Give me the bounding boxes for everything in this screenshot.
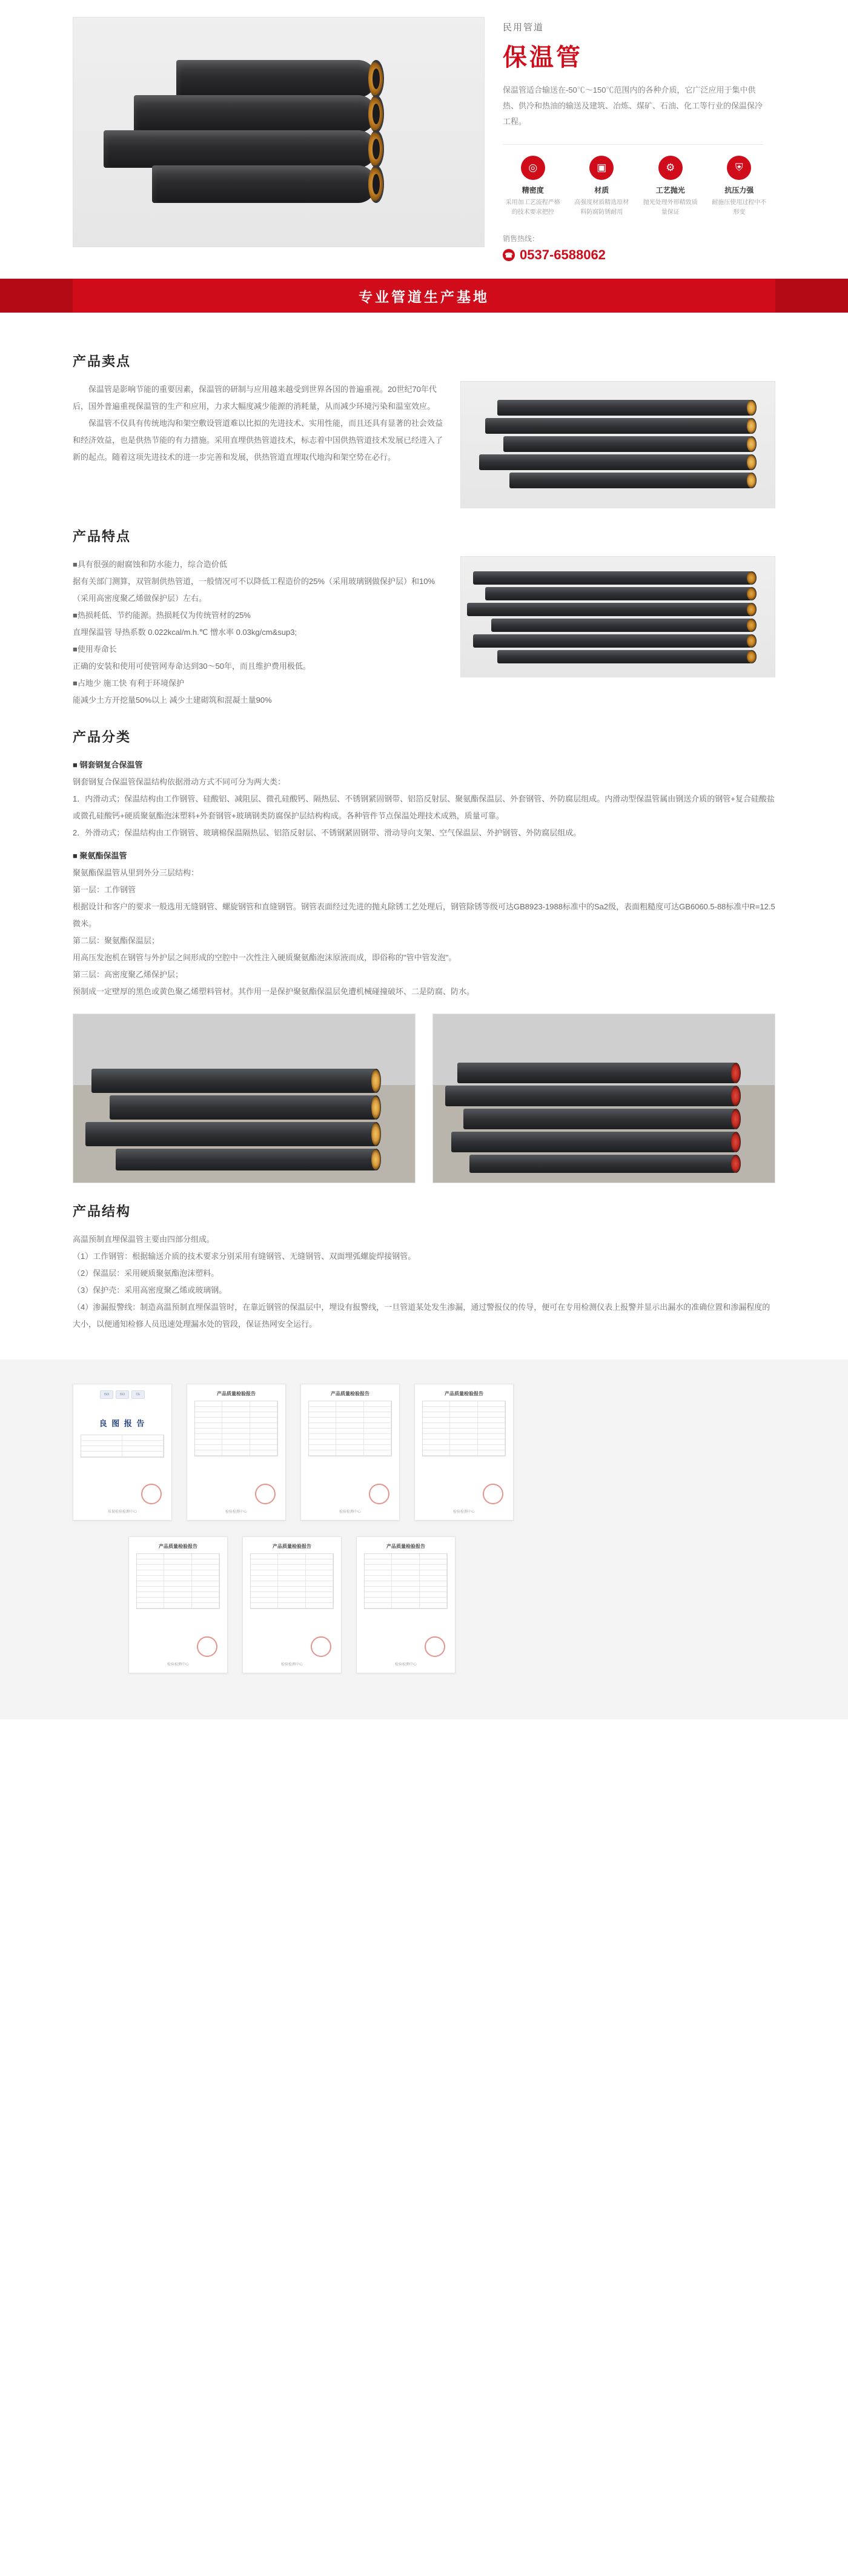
section-banner: [0, 279, 848, 313]
gallery-image-left: [73, 1014, 416, 1183]
classification-gallery: [73, 1014, 775, 1183]
certificate-footer: 检验检测中心: [394, 1663, 417, 1667]
hotline-label: 销售热线：: [503, 234, 540, 243]
certificate-card[interactable]: [128, 1536, 228, 1673]
certificate-title: 产品质量检验报告: [386, 1544, 425, 1549]
feature-material: [572, 156, 632, 217]
seal-icon: [425, 1636, 445, 1657]
certificate-row: [73, 1536, 775, 1673]
certificate-footer: 检验检测中心: [225, 1510, 247, 1514]
feature-line: 据有关部门测算，双管制供热管道，一般情况可不以降低工程造价的25%（采用玻璃钢做保护层）和10%（采用高密度聚乙烯做保护层）左右。: [73, 577, 436, 603]
certificate-card[interactable]: [356, 1536, 455, 1673]
block-line: 1．内滑动式；保温结构由工作钢管、硅酸铝、减阻层、微孔硅酸钙、隔热层、不锈钢紧固钢带、铝箔反射层、聚氨酯保温层、外套钢管、外防腐层组成。内滑动型保温管属由钢送介质的钢管+复合硅酸盐或微孔硅酸钙+硬质聚氨酯泡沫塑料+外套钢管+玻璃钢类防腐保护层结构构成。各种管件节点保温处理技术成熟，质量可靠。: [73, 794, 775, 820]
sellpoint-heading: 产品卖点: [73, 354, 131, 369]
feature-line: 正确的安装和使用可使管网寿命达到30～50年，而且维护费用极低。: [73, 662, 311, 671]
certificate-title: 产品质量检验报告: [331, 1391, 369, 1396]
features-image: [460, 556, 775, 677]
product-description: 保温管适合输送在-50℃～150℃范围内的各种介质，它广泛应用于集中供热、供冷和热油的输送及建筑、冶炼、煤矿、石油、化工等行业的保温保冷工程。: [503, 85, 763, 126]
gear-icon: ⚙: [658, 156, 683, 180]
sellpoint-paragraph: 保温管不仅具有传统地沟和架空敷设管道难以比拟的先进技术、实用性能，而且还具有显著的社会效益和经济效益，也是供热节能的有力措施。采用直埋供热管道技术，标志着中国供热管道技术发展已经进入了新的起点。随着这项先进技术的进一步完善和发展，供热管道直埋取代地沟和架空势在必行。: [73, 419, 443, 462]
feature-desc: 高强度材质精选原材料防腐防锈耐用: [574, 199, 629, 216]
block-line: 根据设计和客户的要求一般选用无缝钢管、螺旋钢管和直缝钢管。钢管表面经过先进的抛丸除锈工艺处理后，钢管除锈等级可达GB8923-1988标准中的Sa2级，表面粗糙度可达GB6060.5-88标准中R=12.5微米。: [73, 902, 775, 928]
feature-line: 能减少土方开挖量50%以上 减少土建砌筑和混凝土量90%: [73, 695, 272, 705]
structure-line: （1）工作钢管：根据输送介质的技术要求分别采用有缝钢管、无缝钢管、双面埋弧螺旋焊接钢管。: [73, 1252, 416, 1261]
features-section: [73, 556, 775, 709]
block-line: 2．外滑动式；保温结构由工作钢管、玻璃棉保温隔热层、铝箔反射层、不锈钢紧固钢带、滑动导向支架、空气保温层、外护钢管、外防腐层组成。: [73, 828, 581, 837]
feature-line: ■使用寿命长: [73, 645, 117, 654]
seal-icon: [311, 1636, 331, 1657]
block-line: 第三层：高密度聚乙烯保护层；: [73, 970, 184, 979]
feature-line: ■具有很强的耐腐蚀和防水能力，综合造价低: [73, 560, 227, 569]
feature-desc: 耐施压使用过程中不形变: [712, 199, 767, 216]
block-line: 预制成一定壁厚的黑色或黄色聚乙烯塑料管材。其作用一是保护聚氨酯保温层免遭机械碰撞破坏、二是防腐、防水。: [73, 987, 475, 996]
feature-pressure: [709, 156, 770, 217]
feature-precision: [503, 156, 563, 217]
certificate-card[interactable]: [414, 1384, 514, 1521]
gallery-image-right: [432, 1014, 775, 1183]
certificate-title: 产品质量检验报告: [159, 1544, 197, 1549]
sellpoint-image: [460, 381, 775, 508]
classification-block-1: [73, 757, 775, 842]
certificate-footer: 检验检测中心: [452, 1510, 475, 1514]
seal-icon: [255, 1484, 276, 1504]
certificate-footer: 检验检测中心: [339, 1510, 361, 1514]
feature-title: 工艺抛光: [655, 186, 685, 194]
page-title: 保温管: [503, 44, 583, 71]
structure-line: （4）渗漏报警线：制造高温预制直埋保温管时，在靠近钢管的保温层中，埋设有报警线，一旦管道某处发生渗漏，通过警报仪的传导，便可在专用检测仪表上报警并显示出漏水的准确位置和渗漏程度的大小，以便通知检修人员迅速处理漏水处的管段，保证热网安全运行。: [73, 1303, 770, 1329]
seal-icon: [197, 1636, 217, 1657]
phone-icon: ☎: [503, 249, 515, 261]
certificate-card[interactable]: ISO ISO CE 良 图 报 告 质量检验检测中心: [73, 1384, 172, 1521]
feature-line: ■热损耗低、节约能源。热损耗仅为传统管材的25%: [73, 611, 251, 620]
seal-icon: [483, 1484, 503, 1504]
structure-line: （3）保护壳：采用高密度聚乙烯或玻璃钢。: [73, 1286, 227, 1295]
feature-line: ■占地少 施工快 有利于环境保护: [73, 679, 185, 688]
material-icon: ▣: [589, 156, 614, 180]
block-line: 第二层：聚氨酯保温层；: [73, 936, 160, 945]
divider: [503, 144, 763, 145]
banner-text: 专业管道生产基地: [359, 288, 489, 305]
structure-line: 高温预制直埋保温管主要由四部分组成。: [73, 1235, 215, 1244]
sellpoint-section: [73, 381, 775, 508]
certificates-section: [0, 1359, 848, 1719]
block-heading: ■ 聚氨酯保温管: [73, 851, 127, 860]
hero-section: [0, 0, 848, 263]
certificate-row: [73, 1384, 775, 1521]
block-line: 用高压发泡机在钢管与外护层之间形成的空腔中一次性注入硬质聚氨酯泡沫原液而成，即俗称的"管中管发泡"。: [73, 953, 457, 962]
certificate-card[interactable]: [242, 1536, 342, 1673]
seal-icon: [141, 1484, 162, 1504]
magnifier-icon: ◎: [521, 156, 545, 180]
feature-title: 材质: [594, 186, 609, 194]
product-category: 民用管道: [503, 22, 545, 33]
hotline-value: 0537-6588062: [520, 247, 606, 262]
block-line: 第一层：工作钢管: [73, 885, 136, 894]
certificate-footer: 质量检验检测中心: [107, 1510, 137, 1514]
certificate-title: 产品质量检验报告: [445, 1391, 483, 1396]
structure-line: （2）保温层：采用硬质聚氨酯泡沫塑料。: [73, 1269, 219, 1278]
feature-desc: 采用加工艺流程严格的技术要求把控: [505, 199, 560, 216]
certificate-title: 良 图 报 告: [99, 1419, 146, 1428]
feature-line: 直埋保温管 导热系数 0.022kcal/m.h.℃ 憎水率 0.03kg/cm&sup3;: [73, 628, 297, 637]
certificate-footer: 检验检测中心: [280, 1663, 303, 1667]
classification-block-2: [73, 848, 775, 1000]
feature-title: 抗压力强: [724, 186, 754, 194]
feature-badges: [503, 156, 769, 217]
structure-section: [73, 1231, 775, 1333]
feature-title: 精密度: [522, 186, 544, 194]
block-heading: ■ 钢套钢复合保温管: [73, 760, 143, 769]
shield-icon: ⛨: [727, 156, 751, 180]
structure-heading: 产品结构: [73, 1204, 131, 1219]
certificate-title: 产品质量检验报告: [273, 1544, 311, 1549]
certificate-footer: 检验检测中心: [167, 1663, 189, 1667]
hotline-number[interactable]: [503, 247, 775, 263]
certificate-title: 产品质量检验报告: [217, 1391, 256, 1396]
block-line: 聚氨酯保温管从里到外分三层结构：: [73, 868, 199, 877]
certificate-card[interactable]: [187, 1384, 286, 1521]
block-line: 钢套钢复合保温管保温结构依据滑动方式不同可分为两大类：: [73, 777, 286, 786]
certificate-card[interactable]: [300, 1384, 400, 1521]
feature-desc: 抛光处理外形精致质量保证: [643, 199, 698, 216]
classification-heading: 产品分类: [73, 729, 131, 745]
hero-product-image: [73, 17, 485, 247]
feature-polish: [640, 156, 701, 217]
features-heading: 产品特点: [73, 529, 131, 544]
sellpoint-paragraph: 保温管是影响节能的重要因素，保温管的研制与应用越来越受到世界各国的普遍重视。20世纪70年代后，国外普遍重视保温管的生产和应用，力求大幅度减少能源的消耗量，从而减少环境污染和温室效应。: [73, 385, 437, 411]
seal-icon: [369, 1484, 389, 1504]
